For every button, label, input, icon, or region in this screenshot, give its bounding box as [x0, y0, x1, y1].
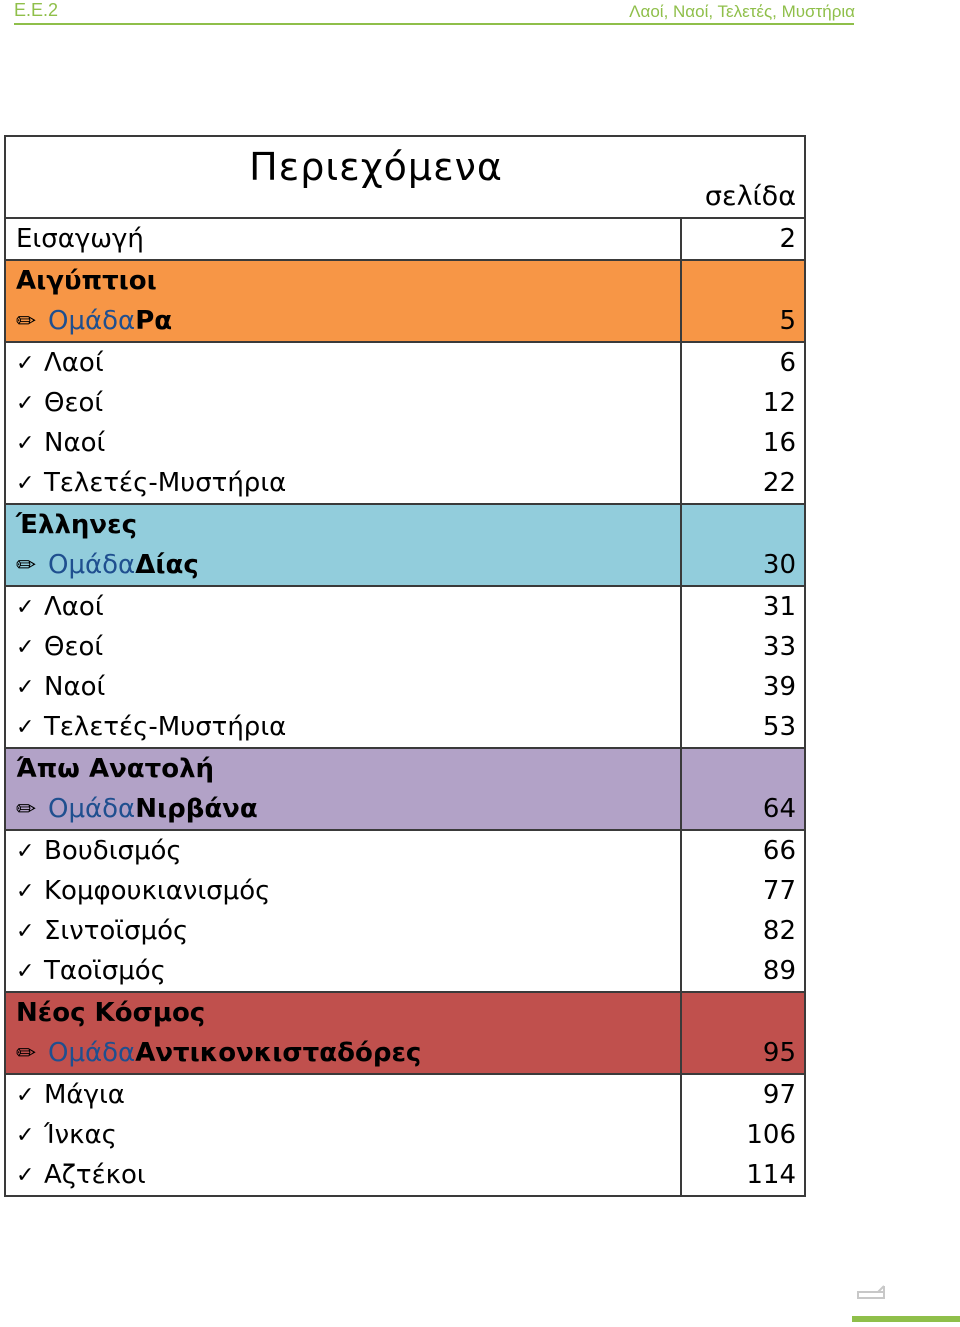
- column-separator: [680, 219, 682, 259]
- check-icon: ✓: [16, 918, 35, 944]
- check-icon: ✓: [16, 878, 35, 904]
- item-label: Ναοί: [44, 428, 106, 458]
- check-icon: ✓: [16, 634, 35, 660]
- section-title-row: [6, 261, 804, 301]
- column-separator: [680, 545, 682, 585]
- check-icon: ✓: [16, 1162, 35, 1188]
- column-separator: [680, 707, 682, 747]
- column-separator: [680, 951, 682, 991]
- section-title: Έλληνες: [16, 510, 137, 540]
- toc-row-label: [6, 876, 690, 906]
- column-separator: [680, 505, 682, 545]
- check-icon: ✓: [16, 714, 35, 740]
- section-title-row: [6, 505, 804, 545]
- toc-row-item[interactable]: [6, 1155, 804, 1195]
- page-column-heading: σελίδα: [704, 181, 796, 212]
- toc-row-item[interactable]: [6, 911, 804, 951]
- toc-row-item[interactable]: [6, 627, 804, 667]
- column-separator: [680, 463, 682, 503]
- toc-row-item[interactable]: [6, 423, 804, 463]
- column-separator: [680, 383, 682, 423]
- toc-row-page: 114: [746, 1160, 796, 1190]
- column-separator: [680, 749, 682, 789]
- pencil-icon: ✏: [16, 551, 37, 579]
- group-word: Ομάδα: [48, 794, 136, 824]
- footer-bar: [852, 1316, 960, 1322]
- column-separator: [680, 993, 682, 1033]
- toc-row-item[interactable]: [6, 463, 804, 505]
- toc-row-label: Εισαγωγή: [16, 224, 144, 254]
- toc-row-page: 66: [762, 836, 796, 866]
- item-label: Λαοί: [44, 592, 104, 622]
- toc-row-page: 5: [779, 306, 796, 336]
- toc-row-label: [6, 388, 690, 418]
- toc-row-intro[interactable]: [6, 219, 804, 261]
- toc-row-label: [6, 1160, 690, 1190]
- toc-row-page: 2: [779, 224, 796, 254]
- toc-row-item[interactable]: [6, 707, 804, 749]
- column-separator: [680, 789, 682, 829]
- toc-row-label: [6, 592, 690, 622]
- item-label: Μάγια: [44, 1080, 125, 1110]
- column-separator: [680, 911, 682, 951]
- toc-row-page: 64: [762, 794, 796, 824]
- item-label: Ταοϊσμός: [44, 956, 166, 986]
- check-icon: ✓: [16, 470, 35, 496]
- column-separator: [680, 1075, 682, 1115]
- toc-row-page: 97: [762, 1080, 796, 1110]
- item-label: Βουδισμός: [44, 836, 182, 866]
- toc-sections: [6, 261, 804, 1195]
- toc-row-label: [6, 712, 690, 742]
- toc-row-label: [6, 916, 690, 946]
- group-label: [6, 1038, 690, 1068]
- toc-row-group[interactable]: [6, 1033, 804, 1075]
- group-name: Δίας: [135, 550, 199, 580]
- check-icon: ✓: [16, 350, 35, 376]
- item-label: Τελετές-Μυστήρια: [44, 712, 287, 742]
- group-word: Ομάδα: [48, 306, 136, 336]
- column-separator: [680, 1115, 682, 1155]
- toc-row-label: [6, 1120, 690, 1150]
- item-label: Θεοί: [44, 632, 104, 662]
- item-label: Θεοί: [44, 388, 104, 418]
- group-label: [6, 794, 690, 824]
- toc-row-page: 53: [762, 712, 796, 742]
- toc-title: Περιεχόμενα: [249, 145, 503, 189]
- toc-row-page: 33: [762, 632, 796, 662]
- section-title: Αιγύπτιοι: [16, 266, 157, 296]
- toc-row-item[interactable]: [6, 383, 804, 423]
- item-label: Ναοί: [44, 672, 106, 702]
- toc-row-page: 77: [762, 876, 796, 906]
- toc-row-page: 22: [762, 468, 796, 498]
- page-corner-icon: [856, 1280, 890, 1304]
- toc-row-item[interactable]: [6, 667, 804, 707]
- check-icon: ✓: [16, 958, 35, 984]
- toc-row-page: 31: [762, 592, 796, 622]
- toc-row-page: 16: [762, 428, 796, 458]
- toc-row-page: 106: [746, 1120, 796, 1150]
- toc-row-item[interactable]: [6, 831, 804, 871]
- section-title-row: [6, 749, 804, 789]
- header-underline: [14, 23, 854, 25]
- item-label: Ίνκας: [44, 1120, 117, 1150]
- group-name: Νιρβάνα: [135, 794, 258, 824]
- group-name: Ρα: [135, 306, 173, 336]
- toc-row-page: 30: [762, 550, 796, 580]
- toc-row-page: 89: [762, 956, 796, 986]
- section-title: Νέος Κόσμος: [16, 998, 206, 1028]
- column-separator: [680, 627, 682, 667]
- check-icon: ✓: [16, 390, 35, 416]
- header-left-code: Ε.Ε.2: [14, 0, 59, 20]
- toc-title-row: [6, 137, 804, 219]
- toc-row-page: 12: [762, 388, 796, 418]
- toc-row-item[interactable]: [6, 871, 804, 911]
- column-separator: [680, 1033, 682, 1073]
- toc-row-label: [6, 836, 690, 866]
- pencil-icon: ✏: [16, 795, 37, 823]
- toc-row-label: [6, 468, 690, 498]
- toc-row-item[interactable]: [6, 1115, 804, 1155]
- item-label: Κομφουκιανισμός: [44, 876, 271, 906]
- toc-row-label: [6, 1080, 690, 1110]
- item-label: Τελετές-Μυστήρια: [44, 468, 287, 498]
- check-icon: ✓: [16, 594, 35, 620]
- toc-row-item[interactable]: [6, 343, 804, 383]
- toc-row-label: [6, 632, 690, 662]
- item-label: Σιντοϊσμός: [44, 916, 189, 946]
- toc-row-item[interactable]: [6, 951, 804, 993]
- group-label: [6, 306, 690, 336]
- toc-row-label: [6, 428, 690, 458]
- column-separator: [680, 261, 682, 301]
- pencil-icon: ✏: [16, 1039, 37, 1067]
- item-label: Αζτέκοι: [44, 1160, 146, 1190]
- toc-row-page: 39: [762, 672, 796, 702]
- column-separator: [680, 871, 682, 911]
- toc-row-label: [6, 348, 690, 378]
- toc-row-label: [6, 672, 690, 702]
- toc-row-group[interactable]: [6, 789, 804, 831]
- section-title-row: [6, 993, 804, 1033]
- toc-row-group[interactable]: [6, 545, 804, 587]
- toc-row-group[interactable]: [6, 301, 804, 343]
- check-icon: ✓: [16, 838, 35, 864]
- section-title: Άπω Ανατολή: [16, 754, 215, 784]
- column-separator: [680, 1155, 682, 1195]
- toc-row-item[interactable]: [6, 1075, 804, 1115]
- column-separator: [680, 301, 682, 341]
- toc-row-label: [6, 956, 690, 986]
- toc-row-page: 82: [762, 916, 796, 946]
- column-separator: [680, 423, 682, 463]
- toc-row-item[interactable]: [6, 587, 804, 627]
- group-name: Αντικονκισταδόρες: [135, 1038, 422, 1068]
- pencil-icon: ✏: [16, 307, 37, 335]
- check-icon: ✓: [16, 1122, 35, 1148]
- group-word: Ομάδα: [48, 1038, 136, 1068]
- toc-row-page: 95: [762, 1038, 796, 1068]
- column-separator: [680, 587, 682, 627]
- check-icon: ✓: [16, 674, 35, 700]
- item-label: Λαοί: [44, 348, 104, 378]
- column-separator: [680, 831, 682, 871]
- column-separator: [680, 343, 682, 383]
- table-of-contents: [4, 135, 806, 1197]
- column-separator: [680, 667, 682, 707]
- group-label: [6, 550, 690, 580]
- header-right-title: Λαοί, Ναοί, Τελετές, Μυστήρια: [629, 2, 855, 21]
- check-icon: ✓: [16, 430, 35, 456]
- group-word: Ομάδα: [48, 550, 136, 580]
- check-icon: ✓: [16, 1082, 35, 1108]
- toc-row-page: 6: [779, 348, 796, 378]
